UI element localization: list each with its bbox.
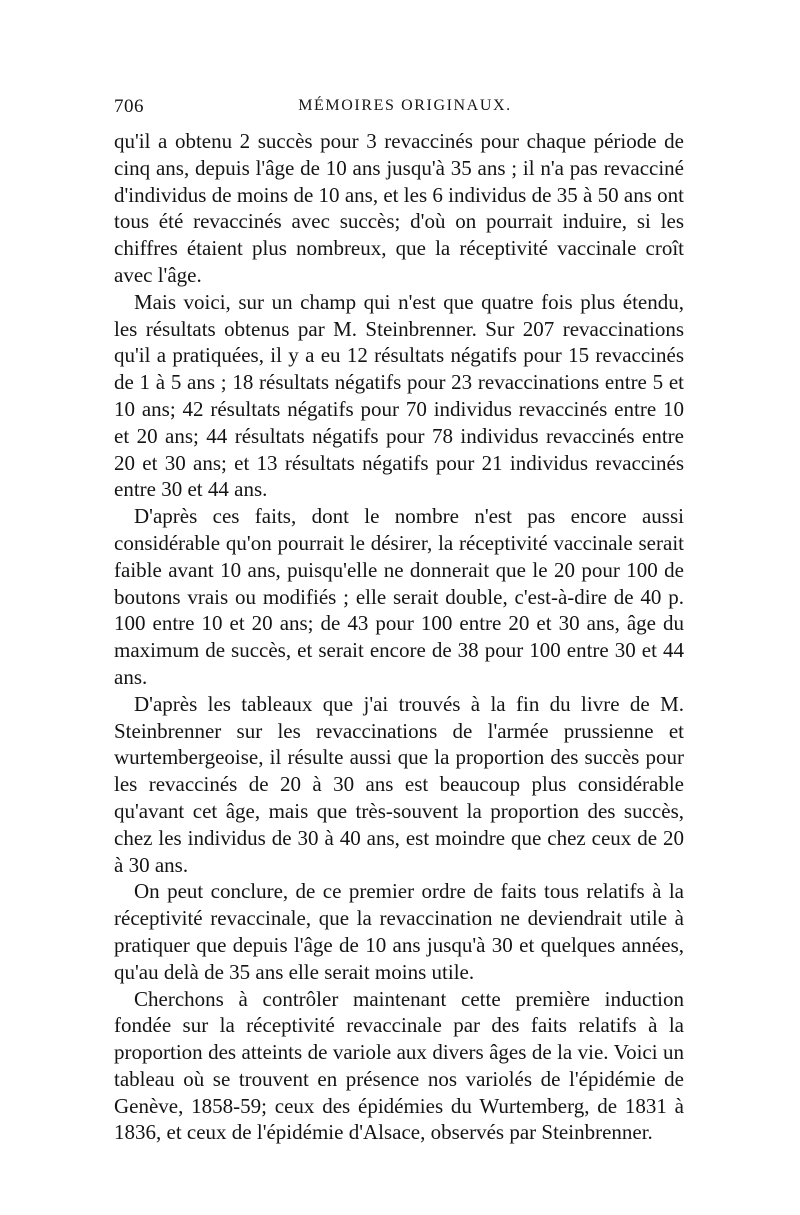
paragraph-continued: qu'il a obtenu 2 succès pour 3 revaccinés pour chaque période de cinq ans, depuis l'âge de 10 ans jusqu'à 35 ans ; il n'a pas revacciné d'individus de moins de 10 ans, et les 6 individus de 35 à 50 ans ont tous été revaccinés avec succès; d'où on pourrait induire, si les chiffres étaient plus nombreux, que la réceptivité vaccinale croît avec l'âge. (114, 129, 684, 287)
paragraph-variola-comparison: Cherchons à contrôler maintenant cette première induction fondée sur la réceptivité revaccinale par des faits relatifs à la proportion des atteints de variole aux divers âges de la vie. Voici un tableau où se trouvent en présence nos variolés de l'épidémie de Genève, 1858-59; ceux des épidémies du Wurtemberg, de 1831 à 1836, et ceux de l'épidémie d'Alsace, observés par Steinbrenner. (114, 986, 684, 1145)
page-number: 706 (114, 96, 144, 117)
paragraph-conclusion: On peut conclure, de ce premier ordre de faits tous relatifs à la réceptivité revaccinale, que la revaccination ne deviendrait utile à pratiquer que depuis l'âge de 10 ans jusqu'à 30 et quelques années, qu'au delà de 35 ans elle serait moins utile. (114, 879, 684, 984)
running-head: MÉMOIRES ORIGINAUX. (298, 97, 512, 114)
paragraph-prussian-army-tables: D'après les tableaux que j'ai trouvés à la fin du livre de M. Steinbrenner sur les revaccinations de l'armée prussienne et wurtembergeoise, il résulte aussi que la proportion des succès pour les revaccinés de 20 à 30 ans est beaucoup plus considérable qu'avant cet âge, mais que très-souvent la proportion des succès, chez les individus de 30 à 40 ans, est moindre que chez ceux de 20 à 30 ans. (114, 691, 684, 877)
paragraph-receptivity-by-age: D'après ces faits, dont le nombre n'est pas encore aussi considérable qu'on pourrait le désirer, la réceptivité vaccinale serait faible avant 10 ans, puisqu'elle ne donnerait que le 20 pour 100 de boutons vrais ou modifiés ; elle serait double, c'est-à-dire de 40 p. 100 entre 10 et 20 ans; de 43 pour 100 entre 20 et 30 ans, âge du maximum de succès, et serait encore de 38 pour 100 entre 30 et 44 ans. (114, 504, 684, 689)
body-text (114, 128, 684, 1146)
paragraph-steinbrenner-results: Mais voici, sur un champ qui n'est que quatre fois plus étendu, les résultats obtenus par M. Steinbrenner. Sur 207 revaccinations qu'il a pratiquées, il y a eu 12 résultats négatifs pour 15 revaccinés de 1 à 5 ans ; 18 résultats négatifs pour 23 revaccinations entre 5 et 10 ans; 42 résultats négatifs pour 70 individus revaccinés entre 10 et 20 ans; 44 résultats négatifs pour 78 individus revaccinés entre 20 et 30 ans; et 13 résultats négatifs pour 21 individus revaccinés entre 30 et 44 ans. (114, 289, 684, 502)
page-header (114, 96, 684, 122)
